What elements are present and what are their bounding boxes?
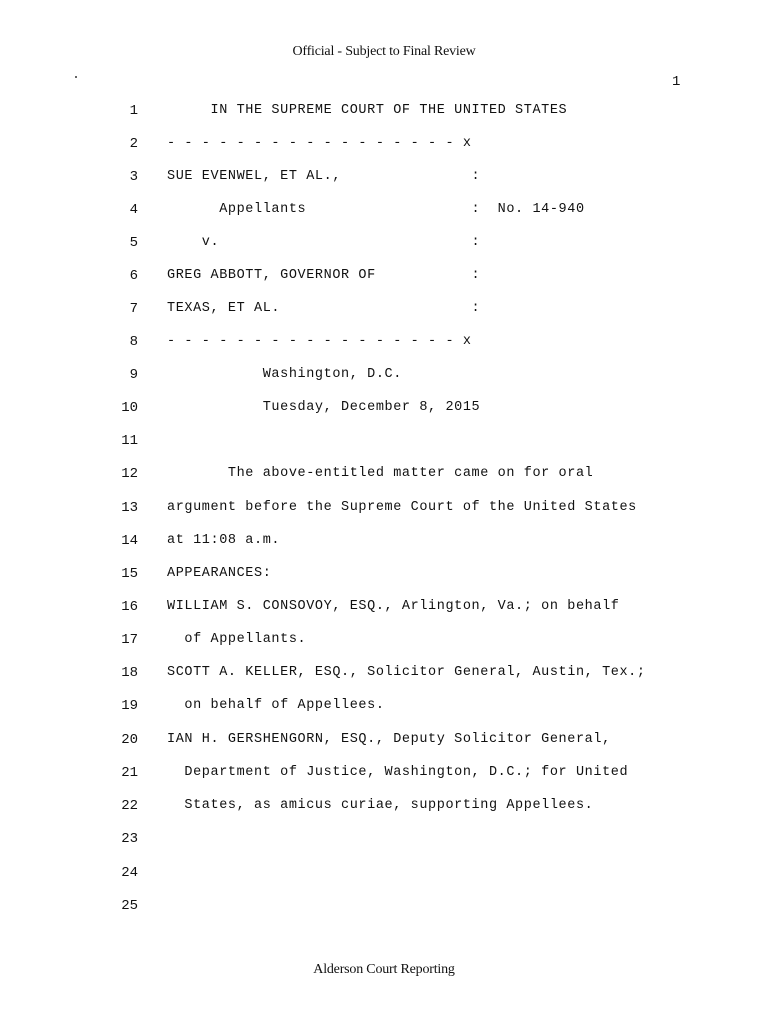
transcript-line	[0, 498, 768, 518]
transcript-line	[0, 134, 768, 154]
line-number: 11	[121, 433, 138, 449]
line-number: 20	[121, 732, 138, 748]
line-number: 25	[121, 898, 138, 914]
line-text: Department of Justice, Washington, D.C.; for United	[167, 765, 629, 780]
line-number: 16	[121, 599, 138, 615]
transcript-line	[0, 663, 768, 683]
line-number: 12	[121, 466, 138, 482]
transcript-line	[0, 597, 768, 617]
line-text: argument before the Supreme Court of the United States	[167, 500, 637, 515]
line-text: GREG ABBOTT, GOVERNOR OF :	[167, 268, 481, 283]
line-text: IN THE SUPREME COURT OF THE UNITED STATES	[167, 103, 568, 118]
page-number: 1	[672, 74, 681, 90]
line-number: 23	[121, 831, 138, 847]
line-number: 18	[121, 665, 138, 681]
line-number: 10	[121, 400, 138, 416]
line-number: 22	[121, 798, 138, 814]
line-text: IAN H. GERSHENGORN, ESQ., Deputy Solicitor General,	[167, 732, 611, 747]
line-number: 24	[121, 865, 138, 881]
transcript-line	[0, 564, 768, 584]
line-text: States, as amicus curiae, supporting Appellees.	[167, 798, 594, 813]
transcript-line	[0, 167, 768, 187]
transcript-line	[0, 200, 768, 220]
page-footer: Alderson Court Reporting	[313, 962, 455, 977]
line-text: Washington, D.C.	[167, 367, 402, 382]
line-text: WILLIAM S. CONSOVOY, ESQ., Arlington, Va.; on behalf	[167, 599, 620, 614]
transcript-line	[0, 464, 768, 484]
transcript-line	[0, 630, 768, 650]
transcript-line	[0, 696, 768, 716]
line-number: 4	[129, 202, 138, 218]
line-number: 6	[129, 268, 138, 284]
line-text: at 11:08 a.m.	[167, 533, 281, 548]
line-number: 3	[129, 169, 138, 185]
transcript-line	[0, 763, 768, 783]
line-text: SUE EVENWEL, ET AL., :	[167, 169, 481, 184]
line-number: 8	[129, 334, 138, 350]
transcript-line	[0, 266, 768, 286]
transcript-line	[0, 829, 768, 849]
line-text: TEXAS, ET AL. :	[167, 301, 481, 316]
line-number: 17	[121, 632, 138, 648]
line-number: 5	[129, 235, 138, 251]
line-text: - - - - - - - - - - - - - - - - - x	[167, 136, 472, 151]
line-number: 9	[129, 367, 138, 383]
scan-speck	[75, 76, 77, 78]
line-text: - - - - - - - - - - - - - - - - - x	[167, 334, 472, 349]
line-text: v. :	[167, 235, 481, 250]
transcript-line	[0, 730, 768, 750]
line-text: Appellants : No. 14-940	[167, 202, 585, 217]
transcript-line	[0, 796, 768, 816]
line-text: Tuesday, December 8, 2015	[167, 400, 481, 415]
line-number: 14	[121, 533, 138, 549]
transcript-line	[0, 863, 768, 883]
transcript-line	[0, 896, 768, 916]
line-number: 7	[129, 301, 138, 317]
transcript-line	[0, 101, 768, 121]
transcript-line	[0, 233, 768, 253]
line-text: The above-entitled matter came on for oral	[167, 466, 594, 481]
line-text: APPEARANCES:	[167, 566, 272, 581]
line-text: SCOTT A. KELLER, ESQ., Solicitor General, Austin, Tex.;	[167, 665, 646, 680]
transcript-line	[0, 332, 768, 352]
line-number: 21	[121, 765, 138, 781]
line-number: 13	[121, 500, 138, 516]
line-text: of Appellants.	[167, 632, 307, 647]
line-number: 19	[121, 698, 138, 714]
line-number: 1	[129, 103, 138, 119]
page-header: Official - Subject to Final Review	[292, 44, 476, 59]
transcript-line	[0, 299, 768, 319]
transcript-line	[0, 398, 768, 418]
line-text: on behalf of Appellees.	[167, 698, 385, 713]
transcript-line	[0, 365, 768, 385]
line-number: 2	[129, 136, 138, 152]
line-number: 15	[121, 566, 138, 582]
transcript-line	[0, 431, 768, 451]
transcript-line	[0, 531, 768, 551]
